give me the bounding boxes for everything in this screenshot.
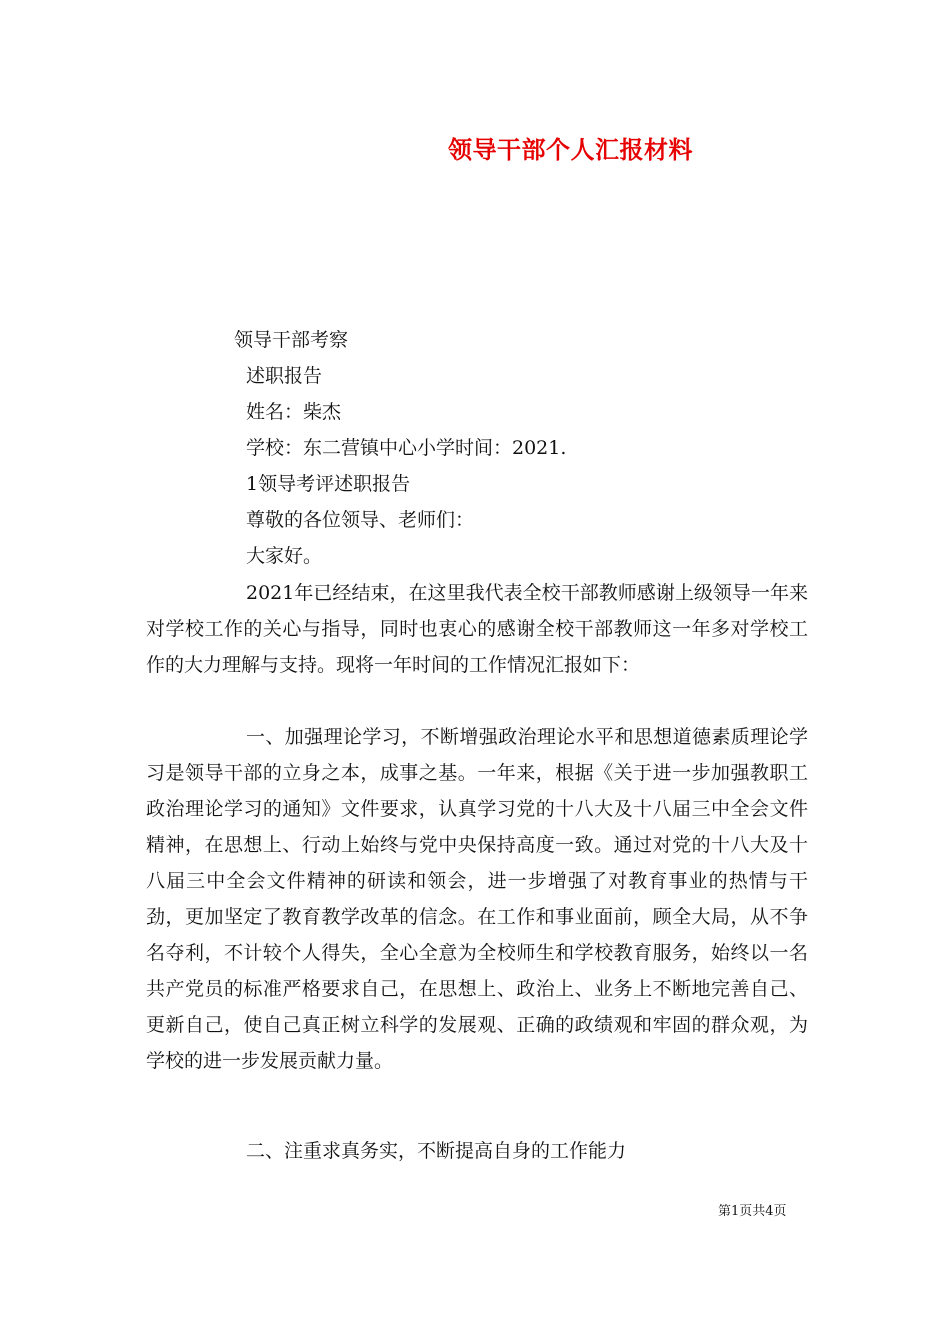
header-line-inspection: 领导干部考察 [234, 329, 349, 351]
greeting-line: 尊敬的各位领导、老师们： [246, 509, 475, 531]
salutation-line: 大家好。 [246, 545, 323, 567]
header-line-report: 述职报告 [246, 365, 323, 387]
paragraph-section-one: 一、加强理论学习，不断增强政治理论水平和思想道德素质理论学习是领导干部的立身之本，成事之基。一年来，根据《关于进一步加强教职工政治理论学习的通知》文件要求，认真学习党的十八大及十八届三中全会文件精神，在思想上、行动上始终与党中央保持高度一致。通过对党的十八大及十八届三中全会文件精神的研读和领会，进一步增强了对教育事业的热情与干劲，更加坚定了教育教学改革的信念。在工作和事业面前，顾全大局，从不争名夺利，不计较个人得失，全心全意为全校师生和学校教育服务，始终以一名共产党员的标准严格要求自己，在思想上、政治上、业务上不断地完善自己、更新自己，使自己真正树立科学的发展观、正确的政绩观和牢固的群众观，为学校的进一步发展贡献力量。 [146, 726, 808, 1072]
header-line-school: 学校：东二营镇中心小学时间：2021. [246, 437, 567, 459]
header-line-evaluation: 1领导考评述职报告 [246, 473, 411, 495]
document-title: 领导干部个人汇报材料 [448, 135, 693, 164]
page-footer: 第1页共4页 [718, 1204, 787, 1219]
header-line-name: 姓名：柴杰 [246, 401, 342, 423]
paragraph-intro: 2021年已经结束，在这里我代表全校干部教师感谢上级领导一年来对学校工作的关心与指导，同时也衷心的感谢全校干部教师这一年多对学校工作的大力理解与支持。现将一年时间的工作情况汇报如下： [146, 582, 808, 676]
paragraph-section-two-heading: 二、注重求真务实，不断提高自身的工作能力 [246, 1140, 627, 1162]
